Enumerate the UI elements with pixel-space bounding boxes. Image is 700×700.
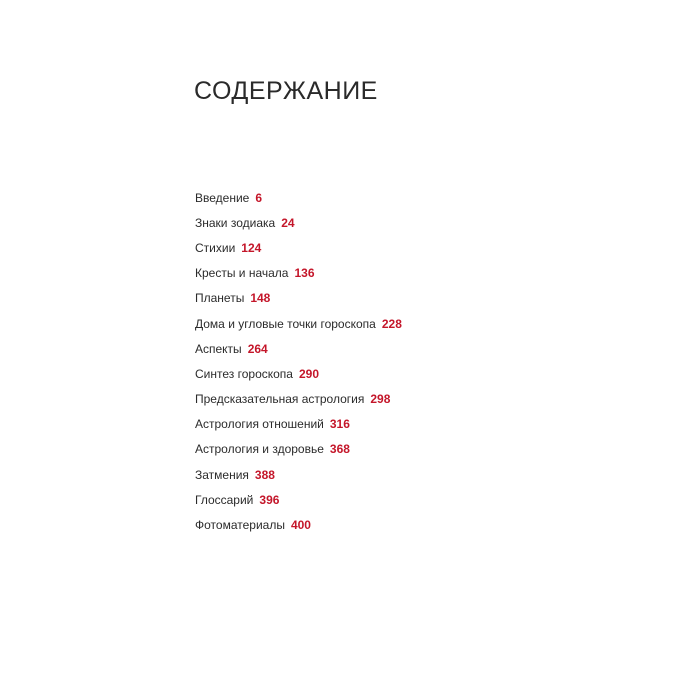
toc-entry-label: Планеты: [195, 291, 245, 306]
toc-entry-page-number: 6: [255, 190, 263, 205]
toc-entry-page-number: 24: [281, 215, 295, 230]
toc-entry-horoscope-synthesis[interactable]: [195, 361, 402, 386]
toc-entry-planets[interactable]: [195, 286, 402, 311]
toc-entry-page-number: 316: [329, 417, 350, 432]
toc-entry-label: Введение: [195, 190, 250, 205]
toc-entry-label: Кресты и начала: [195, 266, 289, 281]
toc-entry-label: Синтез гороскопа: [195, 366, 293, 381]
toc-entry-page-number: 290: [298, 366, 319, 381]
toc-entry-label: Предсказательная астрология: [195, 392, 365, 407]
toc-entry-label: Затмения: [195, 467, 249, 482]
toc-entry-page-number: 264: [247, 341, 268, 356]
toc-entry-label: Аспекты: [195, 341, 242, 356]
toc-entry-houses-and-angles[interactable]: [195, 311, 402, 336]
toc-entry-page-number: 124: [241, 240, 262, 255]
toc-list: [195, 185, 402, 538]
toc-entry-page-number: 136: [294, 266, 315, 281]
toc-entry-label: Стихии: [195, 240, 236, 255]
toc-entry-zodiac-signs[interactable]: [195, 210, 402, 235]
toc-entry-label: Глоссарий: [195, 492, 254, 507]
toc-entry-label: Астрология и здоровье: [195, 442, 324, 457]
toc-entry-astrology-and-health[interactable]: [195, 437, 402, 462]
toc-entry-page-number: 396: [259, 492, 280, 507]
toc-entry-crosses-and-beginnings[interactable]: [195, 261, 402, 286]
toc-entry-page-number: 298: [370, 392, 391, 407]
toc-entry-label: Знаки зодиака: [195, 215, 276, 230]
toc-entry-eclipses[interactable]: [195, 462, 402, 487]
toc-entry-label: Фотоматериалы: [195, 518, 285, 533]
toc-entry-page-number: 400: [290, 518, 311, 533]
toc-entry-page-number: 368: [329, 442, 350, 457]
toc-entry-relationship-astrology[interactable]: [195, 412, 402, 437]
toc-entry-page-number: 148: [250, 291, 271, 306]
toc-entry-label: Дома и угловые точки гороскопа: [195, 316, 376, 331]
toc-entry-elements[interactable]: [195, 235, 402, 260]
page-title: СОДЕРЖАНИЕ: [194, 77, 378, 105]
toc-entry-photo-materials[interactable]: [195, 512, 402, 537]
toc-entry-page-number: 388: [254, 467, 275, 482]
toc-entry-predictive-astrology[interactable]: [195, 387, 402, 412]
toc-entry-aspects[interactable]: [195, 336, 402, 361]
toc-entry-glossary[interactable]: [195, 487, 402, 512]
toc-entry-label: Астрология отношений: [195, 417, 324, 432]
toc-entry-page-number: 228: [381, 316, 402, 331]
toc-entry-introduction[interactable]: [195, 185, 402, 210]
